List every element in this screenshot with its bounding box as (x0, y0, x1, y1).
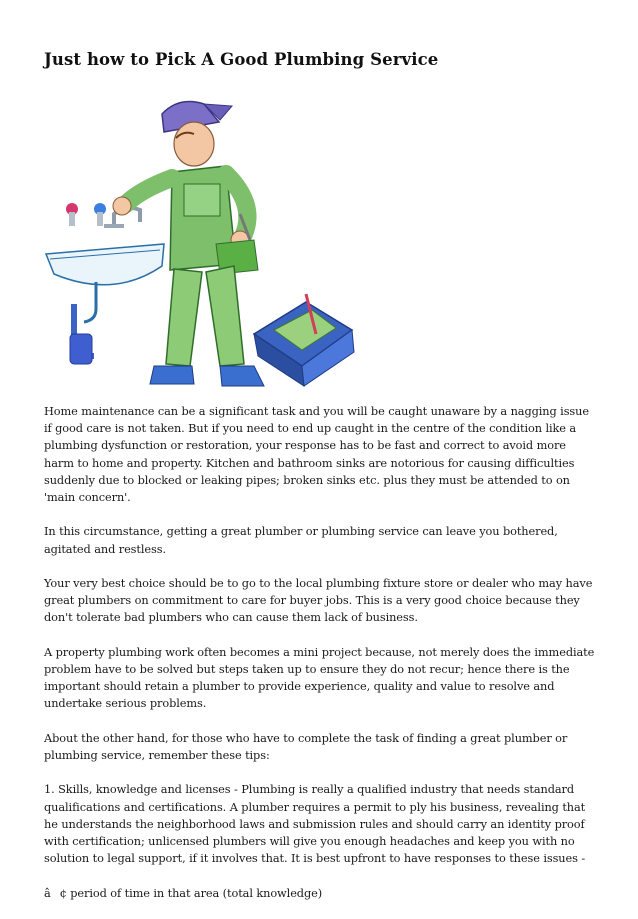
paragraph: A property plumbing work often becomes a mini project because, not merely does the immediate problem have to be solved but steps taken up to ensure they do not recur; hence there is the important should retain a plumber to provide experience, quality and value to resolve and undertake serious problems. (44, 644, 595, 711)
paragraph: 1. Skills, knowledge and licenses - Plumbing is really a qualified industry that needs standard qualifications and certifications. A plumber requires a permit to ply his business, revealing that he understands the neighborhood laws and submission rules and should carry an identity proof with certification; unlicensed plumbers will give you enough headaches and keep you with no solution to legal support, if it involves that. It is best upfront to have responses to these issues - (44, 782, 586, 866)
document-title: Just how to Pick A Good Plumbing Service (44, 50, 439, 69)
paragraph: Your very best choice should be to go to the local plumbing fixture store or dealer who may have great plumbers on commitment to care for buyer jobs. This is a very good choice because they don't tolerate bad plumbers who can cause them lack of business. (44, 576, 593, 625)
sink-icon (46, 203, 164, 364)
plumber-figure (113, 102, 264, 386)
plumber-illustration (44, 94, 364, 394)
paragraph: About the other hand, for those who have to complete the task of finding a great plumber or plumbing service, remember these tips: (44, 730, 568, 762)
toolbox-icon (254, 294, 354, 386)
document-body (44, 403, 596, 919)
paragraph: â¢ period of time in that area (total knowledge) (44, 885, 323, 900)
paragraph: Home maintenance can be a significant task and you will be caught unaware by a nagging issue if good care is not taken. But if you need to end up caught in the centre of the condition like a plumbing dysfunction or restoration, your response has to be fast and correct to avoid more harm to home and property. Kitchen and bathroom sinks are notorious for causing difficulties suddenly due to blocked or leaking pipes; broken sinks etc. plus they must be attended to on 'main concern'. (44, 404, 589, 505)
paragraph: In this circumstance, getting a great plumber or plumbing service can leave you bothered, agitated and restless. (44, 524, 558, 556)
